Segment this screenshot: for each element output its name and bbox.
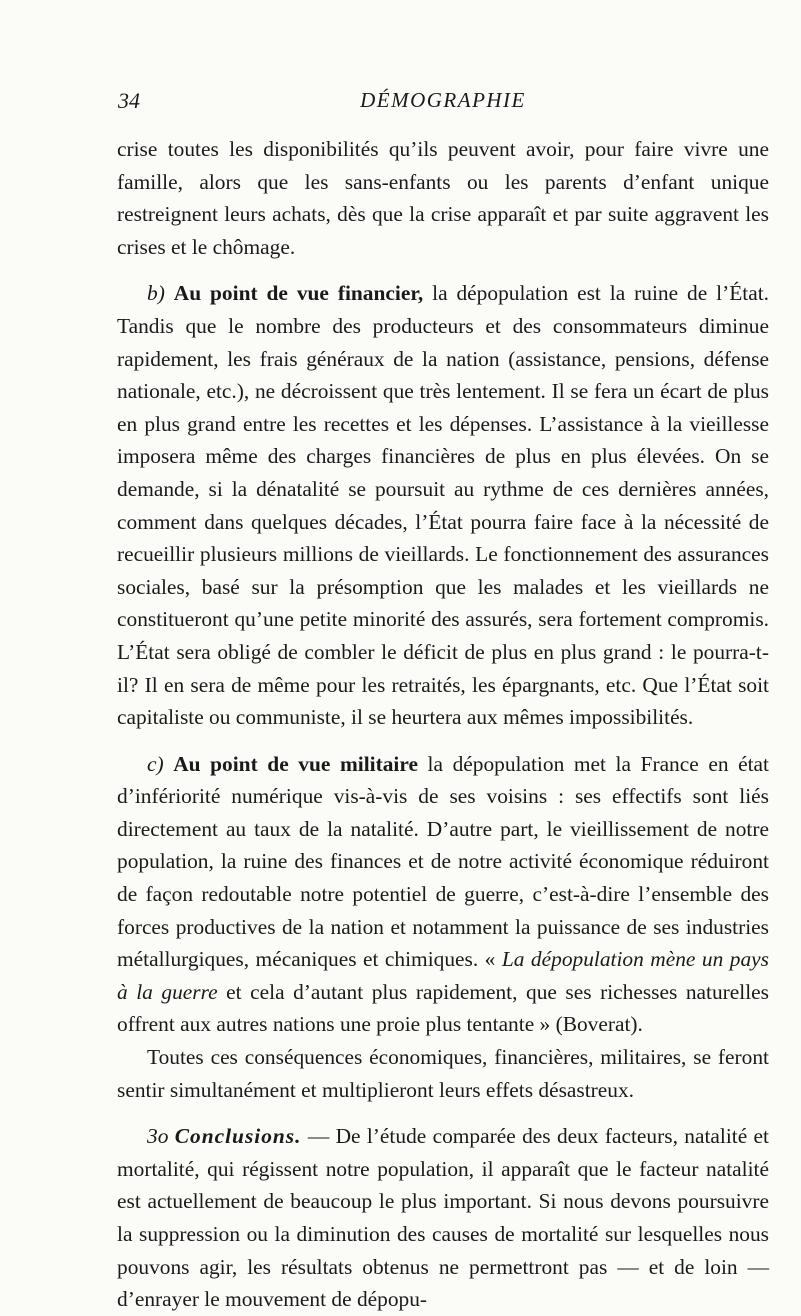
page-number: 34 bbox=[118, 88, 140, 113]
section-heading: Au point de vue militaire bbox=[173, 751, 418, 776]
list-marker: 3o bbox=[147, 1124, 169, 1149]
paragraph-text: la dépopulation est la ruine de l’État. Tandis que le nombre des producteurs et des consommateurs diminue rapidement, les frais généraux de la nation (assistance, pensions, défense nationale, etc.), ne décroissent que très lentement. Il se fera un écart de plus en plus grand entre les recettes et les dépenses. L’assistance à la vieillesse imposera même des charges financières de plus en plus élevées. On se demande, si la dénatalité se poursuit au rythme de ces dernières années, comment dans quelques décades, l’État pourra faire face à la nécessité de recueillir plusieurs millions de vieillards. Le fonctionnement des assurances sociales, basé sur la présomption que les malades et les vieillards ne constitueront qu’une petite minorité des assurés, sera fortement compromis. L’État sera obligé de combler le déficit de plus en plus grand : le pourra-t-il? Il en sera de même pour les retraités, les épargnants, etc. Que l’État soit capitaliste ou communiste, il se heurtera aux mêmes impossibilités. bbox=[117, 281, 769, 730]
quotation: La dépopulation mène un pays à la guerre bbox=[117, 947, 769, 1004]
section-heading: Au point de vue financier, bbox=[173, 281, 424, 306]
paragraph-financial bbox=[117, 277, 769, 733]
paragraph-military bbox=[117, 748, 769, 1041]
section-heading: Conclusions. bbox=[174, 1124, 302, 1149]
list-marker: b) bbox=[147, 281, 165, 306]
page-header bbox=[117, 88, 769, 124]
body-text bbox=[117, 133, 769, 1316]
paragraph-text: la dépopulation met la France en état d’infériorité numérique vis-à-vis de ses voisins : ses effectifs sont liés directement au taux de la natalité. D’autre part, le vieillissement de notre population, la ruine des finances et de notre activité économique réduiront de façon redoutable notre potentiel de guerre, c’est-à-dire l’ensemble des forces productives de la nation et notamment la puissance de ses industries métallurgiques, mécaniques et chimiques. « bbox=[117, 751, 769, 972]
paragraph-consequences bbox=[117, 1041, 769, 1106]
paragraph-text: et cela d’autant plus rapidement, que ses richesses naturelles offrent aux autres nations une proie plus tentante » (Boverat). bbox=[117, 979, 769, 1037]
paragraph-crisis-continuation bbox=[117, 133, 769, 263]
paragraph-text: crise toutes les disponibilités qu’ils peuvent avoir, pour faire vivre une famille, alors que les sans-enfants ou les parents d’enfant unique restreignent leurs achats, dès que la crise apparaît et par suite aggravent les crises et le chômage. bbox=[117, 137, 769, 259]
paragraph-text: — De l’étude comparée des deux facteurs, natalité et mortalité, qui régissent notre population, il apparaît que le facteur natalité est actuellement de beaucoup le plus important. Si nous devons poursuivre la suppression ou la diminution des causes de mortalité sur lesquelles nous pouvons agir, les résultats obtenus ne permettront pas — et de loin — d’enrayer le mouvement de dépopu- bbox=[117, 1124, 769, 1312]
paragraph-text: Toutes ces conséquences économiques, financières, militaires, se feront sentir simultanément et multiplieront leurs effets désastreux. bbox=[117, 1045, 769, 1102]
running-title: DÉMOGRAPHIE bbox=[360, 88, 526, 112]
list-marker: c) bbox=[147, 751, 164, 776]
book-page bbox=[117, 88, 769, 1316]
paragraph-conclusions bbox=[117, 1120, 769, 1316]
